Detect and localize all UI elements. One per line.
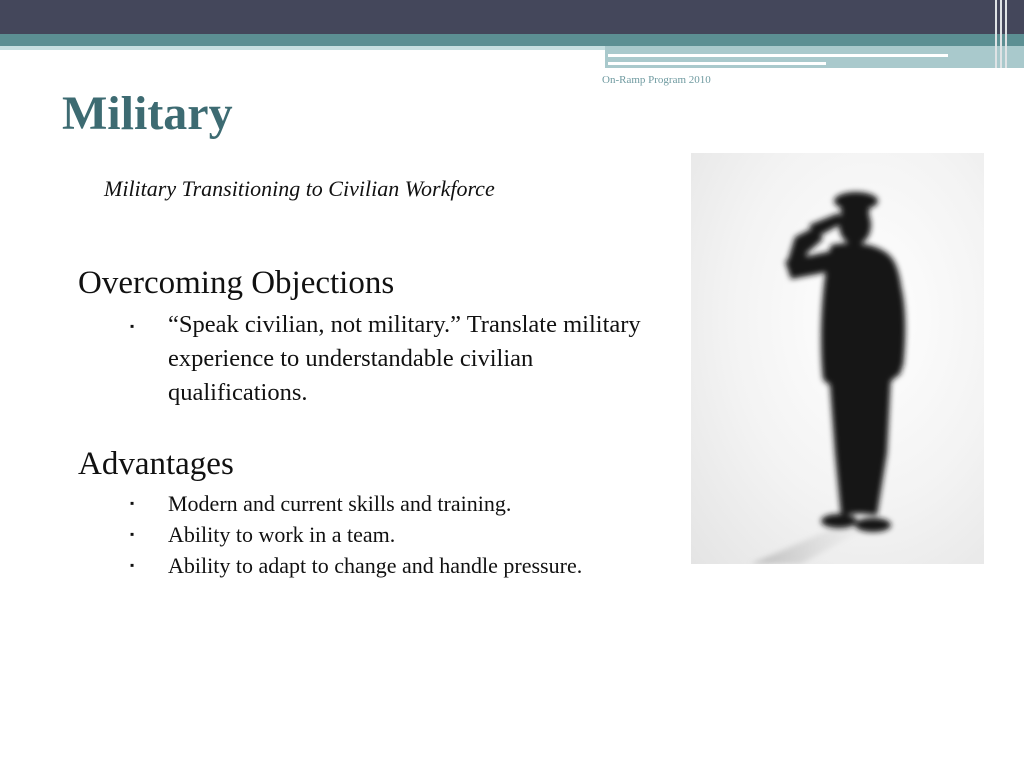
bullet-text: “Speak civilian, not military.” Translate military experience to understandable civilian qualifications.	[168, 311, 641, 406]
header-band-teal	[0, 34, 1024, 46]
bullet-item	[130, 519, 630, 550]
bullet-text: Ability to adapt to change and handle pressure.	[168, 553, 583, 578]
saluting-soldier-photo	[691, 153, 984, 564]
header-band-dark	[0, 0, 1024, 34]
slide-subtitle: Military Transitioning to Civilian Workforce	[104, 176, 495, 201]
saluting-soldier-silhouette-icon	[691, 153, 984, 564]
bullet-marker: ▪	[130, 319, 135, 333]
bullet-item	[130, 488, 630, 519]
bullet-item	[130, 308, 650, 410]
header-band-light	[0, 46, 605, 50]
section-heading-objections: Overcoming Objections	[78, 265, 395, 301]
bullet-list-objections	[130, 308, 650, 410]
bullet-text: Modern and current skills and training.	[168, 491, 512, 516]
bullet-list-advantages	[130, 488, 630, 581]
header-stripe	[608, 54, 948, 57]
bullet-text: Ability to work in a team.	[168, 522, 396, 547]
section-heading-advantages: Advantages	[78, 446, 234, 482]
slide-title: Military	[62, 87, 233, 140]
bullet-marker: ▪	[130, 496, 135, 510]
bullet-marker: ▪	[130, 558, 135, 572]
bullet-item	[130, 550, 630, 581]
header-stripe	[608, 62, 826, 65]
footer-text: On-Ramp Program 2010	[602, 74, 711, 86]
bullet-marker: ▪	[130, 527, 135, 541]
header-vertical-lines	[992, 0, 1024, 68]
